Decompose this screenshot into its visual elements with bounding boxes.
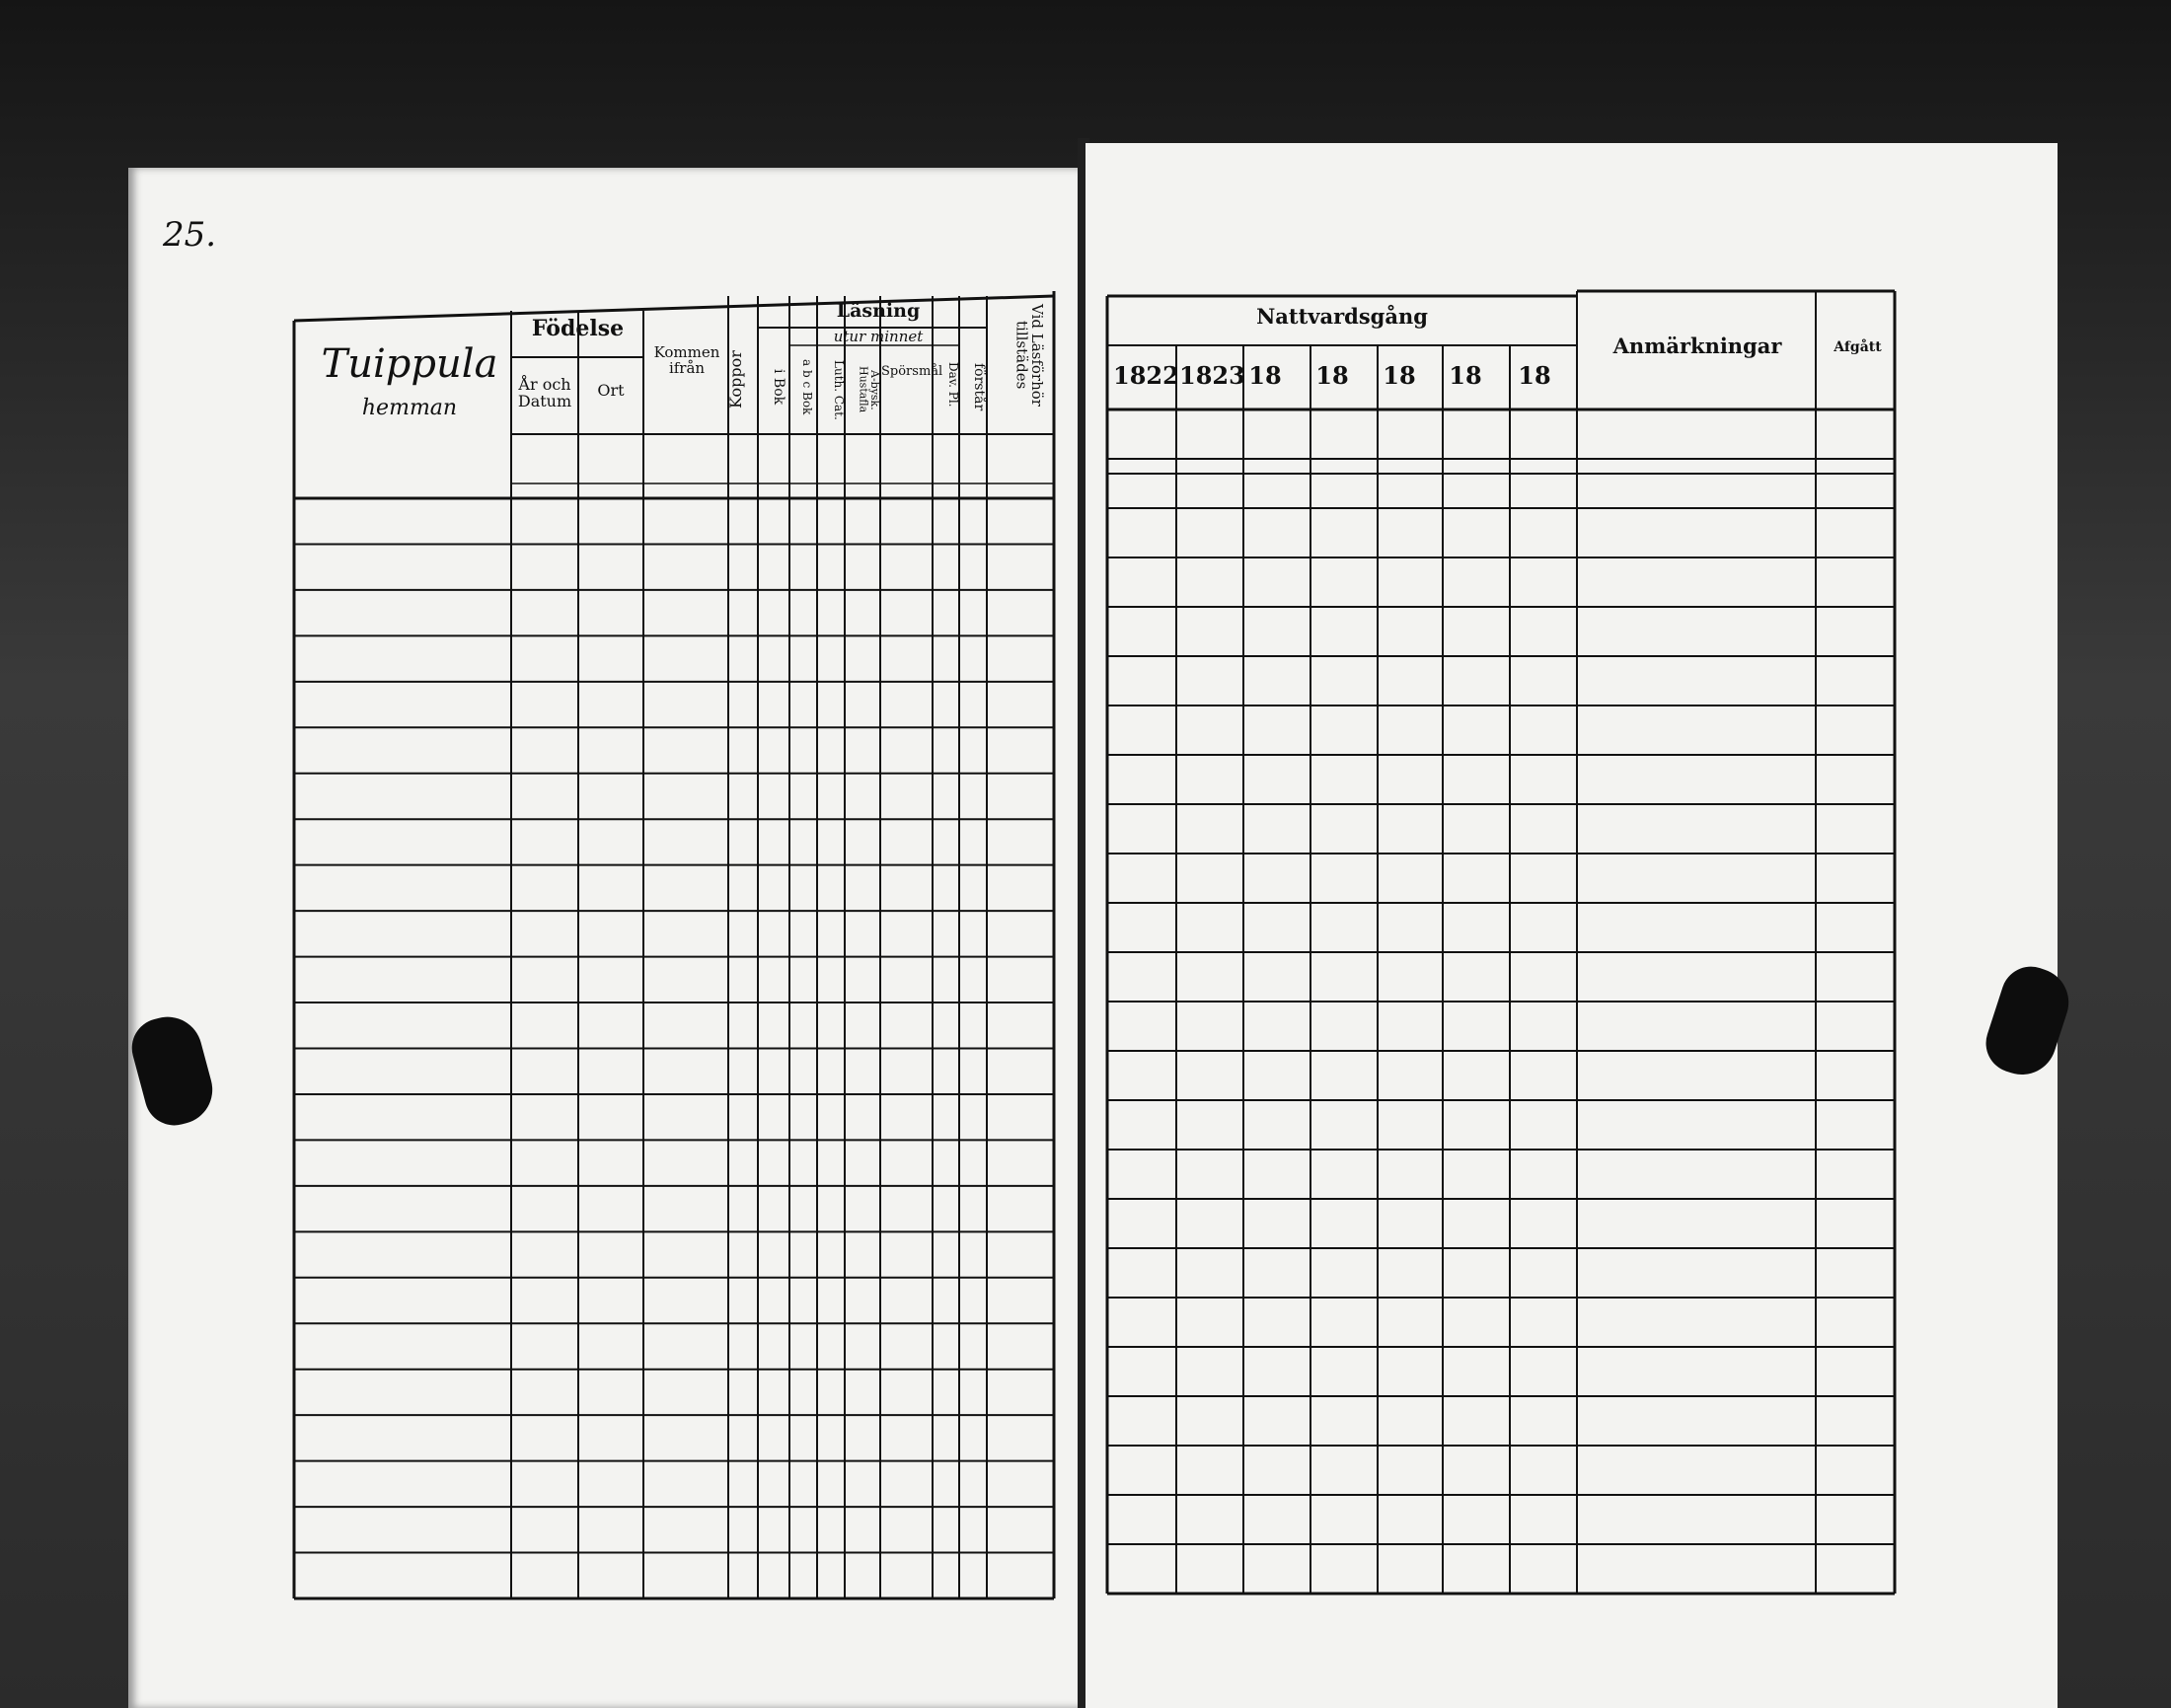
ar-och-datum-header: År och Datum: [517, 375, 572, 410]
dav-pl-header: Dav. Pl.: [946, 362, 960, 408]
year-1823: 1823: [1179, 361, 1245, 390]
fodelse-header: Födelse: [531, 316, 625, 341]
place-subtitle: hemman: [361, 396, 458, 420]
nattvardsgang-header: Nattvardsgång: [1256, 304, 1428, 329]
i-bok-header: i Bok: [771, 368, 786, 406]
year-18-e: 18: [1518, 361, 1551, 390]
page-number: 25.: [163, 215, 217, 255]
a-bysk-hustafla-header: A-bysk. Hustafla: [857, 366, 881, 413]
place-name: Tuippula: [321, 341, 498, 387]
anmarkningar-header: Anmärkningar: [1612, 334, 1782, 358]
year-18-d: 18: [1449, 361, 1482, 390]
lasning-header: Läsning: [836, 300, 921, 322]
year-1822: 1822: [1113, 361, 1179, 390]
afgatt-header: Afgått: [1834, 339, 1882, 355]
utur-minnet-header: utur minnet: [833, 328, 924, 345]
luth-cat-header: Luth. Cat.: [832, 359, 846, 420]
vid-lasforhor-header: Vid Läsförhör tillstädes: [1012, 304, 1046, 407]
year-18-b: 18: [1315, 361, 1349, 390]
kommen-ifran-header: Kommen ifrån: [653, 343, 720, 377]
sporsmal-header: Spörsmål: [881, 364, 943, 379]
forstar-header: förstår: [971, 363, 987, 411]
ort-header: Ort: [597, 381, 625, 400]
year-18-c: 18: [1383, 361, 1416, 390]
abc-bok-header: a b c Bok: [800, 358, 814, 415]
koppor-header: Koppor: [726, 350, 745, 409]
year-18-a: 18: [1248, 361, 1282, 390]
